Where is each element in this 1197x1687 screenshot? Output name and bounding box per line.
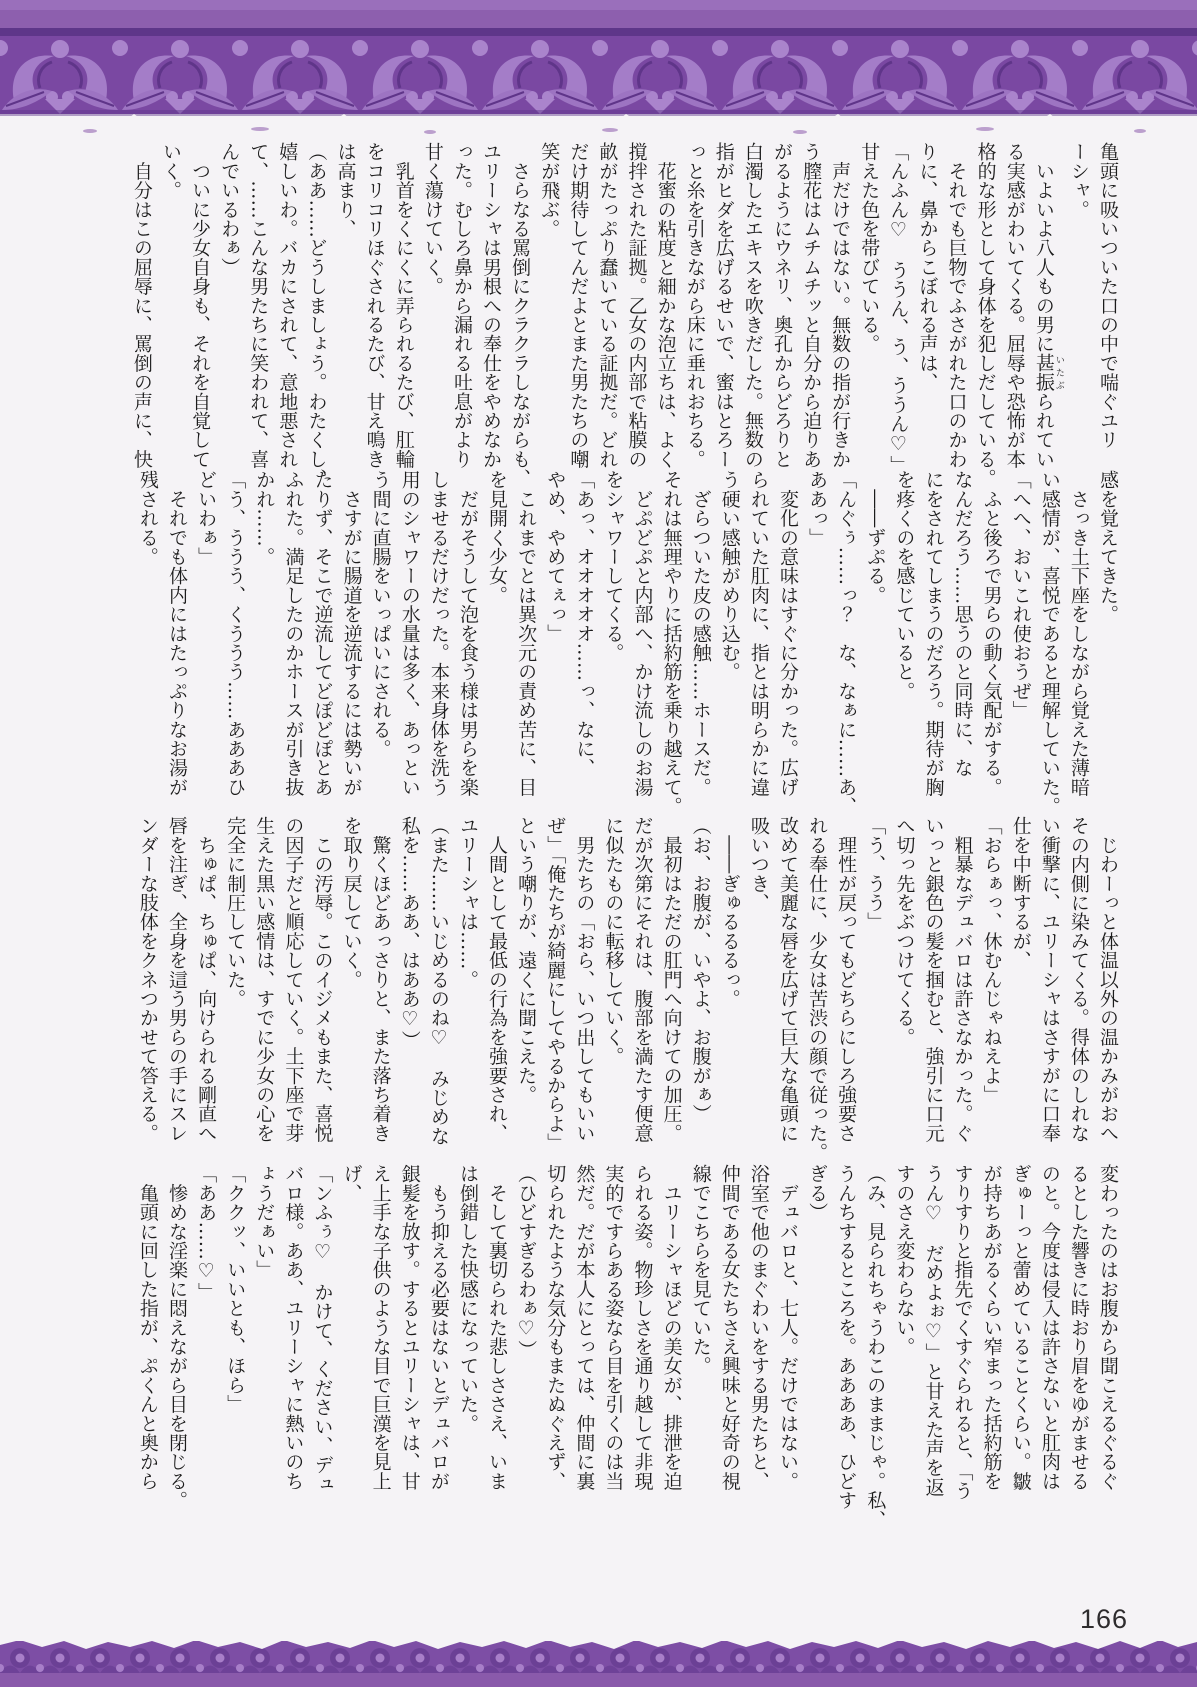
text-column: い衝撃に、ユリーシャはさすがに口奉	[1038, 816, 1061, 1143]
text-column: さっき土下座をしながら覚えた薄暗	[1067, 470, 1090, 797]
text-column: ぎる）	[806, 1164, 829, 1222]
text-column: が持ちあがるくらい窄まった括約筋を	[980, 1164, 1003, 1491]
text-column: だけ期待してんだよとまた男たちの嘲	[567, 142, 590, 469]
text-column: がるようにウネリ、奥孔からどろりと	[770, 142, 793, 469]
text-column: 嬉しいわ。バカにされて、意地悪され	[276, 142, 299, 469]
text-column: 「んぐぅ……っ？ な、なぁに……あ、	[835, 470, 858, 816]
text-column: の因子だと順応していく。土下座で芽	[282, 816, 305, 1143]
text-column: ふれた。満足したのかホースが引き抜	[282, 470, 305, 797]
text-column: 残される。	[136, 470, 159, 566]
text-column: 変化の意味はすぐに分かった。広げ	[776, 470, 799, 797]
text-column: いよいよ八人もの男に甚振 いたぶられてい	[1032, 142, 1064, 469]
text-column: 生えた黒い感情は、すでに少女の心を	[253, 816, 276, 1143]
bottom-ornamental-border	[0, 1635, 1197, 1687]
text-column: ょうだぁい」	[253, 1164, 276, 1280]
text-column: 亀頭に回した指が、ぷくんと奥から	[136, 1164, 159, 1491]
text-column: （お、お腹が、いやよ、お腹がぁ）	[689, 816, 712, 1124]
text-column: 「へへ、おいこれ使おうぜ」	[1009, 470, 1032, 720]
text-column: 格的な形として身体を犯しだしている。	[974, 142, 997, 488]
text-column: ユリーシャほどの美女が、排泄を迫	[660, 1164, 683, 1491]
text-column: そして裏切られた悲しささえ、いま	[486, 1164, 509, 1491]
text-column: 仲間である女たちさえ興味と好奇の視	[718, 1164, 741, 1491]
text-column: という嘲りが、遠くに聞こえた。	[515, 816, 538, 1104]
text-column: 撹拌された証拠。乙女の内部で粘膜の	[625, 142, 648, 469]
text-column: すりすりと指先でくすぐられると、「う	[951, 1164, 974, 1501]
text-column: ぎゅーっと蕾めていることくらい。皺	[1009, 1164, 1032, 1491]
text-column: ――ぎゅるるるっ。	[718, 816, 741, 1008]
text-column: 完全に制圧していた。	[224, 816, 247, 1008]
text-column: 「ククッ、いいとも、ほら」	[224, 1164, 247, 1414]
text-band-2	[130, 470, 1122, 816]
text-column: 「ああ……♡」	[195, 1164, 218, 1302]
text-column: これまでとは異次元の責め苦に、目	[515, 470, 538, 797]
text-column: 男たちの「おら、いつ出してもいい	[573, 816, 596, 1143]
text-column: 理性が戻ってもどちらにしろ強要さ	[835, 816, 858, 1143]
text-column: 「おらぁっ、休むんじゃねえよ」	[980, 816, 1003, 1104]
text-band-3	[130, 816, 1122, 1162]
text-column: を見開く少女。	[486, 470, 509, 605]
text-column: 甘えた色を帯びている。	[858, 142, 881, 354]
text-column: すのさえ変わらない。	[893, 1164, 916, 1356]
text-column: （ああ……どうしましょう。わたくし、	[305, 142, 328, 488]
text-column: 「う、うう」	[864, 816, 887, 932]
text-column: にをされてしまうのだろう。期待が胸	[922, 470, 945, 797]
page-number: 166	[1080, 1604, 1129, 1634]
text-column: を取り戻していく。	[340, 816, 363, 989]
text-column: のと。今度は侵入は許さないと肛肉は	[1038, 1164, 1061, 1491]
text-column: ついに少女自身も、それを自覚して	[189, 142, 212, 469]
text-column: ユリーシャは男根への奉仕をやめなか	[480, 142, 503, 469]
text-column: 乳首をくにくに弄られるたび、肛輪	[392, 142, 415, 469]
text-column: った。むしろ鼻から漏れる吐息がより	[450, 142, 473, 469]
text-column: られていた肛肉に、指とは明らかに違	[747, 470, 770, 797]
text-column: ざらついた皮の感触……ホースだ。	[689, 470, 712, 797]
text-column: デュバロと、七人。だけではない。	[776, 1164, 799, 1491]
text-column: に似たものに転移していく。	[602, 816, 625, 1066]
text-column: どぷどぷと内部へ、かけ流しのお湯	[631, 470, 654, 797]
text-column: い感情が、喜悦であると理解していた。	[1038, 470, 1061, 816]
text-column: ぜ」「俺たちが綺麗にしてやるからよ」	[544, 816, 567, 1153]
text-column: 銀髪を放す。するとユリーシャは、甘	[398, 1164, 421, 1491]
text-column: 自分はこの屈辱に、罵倒の声に、快	[130, 142, 153, 469]
text-column: 用のシャワーの水量は多く、あっとい	[398, 470, 421, 797]
text-column: 粗暴なデュバロは許さなかった。ぐ	[951, 816, 974, 1143]
text-column: 畝がたっぷり蠢いている証拠だ。どれ	[596, 142, 619, 469]
text-column: その内側に染みてくる。得体のしれな	[1067, 816, 1090, 1143]
text-column: （ひどすぎるわぁ♡）	[515, 1164, 538, 1359]
text-column: 花蜜の粘度と細かな泡立ちは、よく	[654, 142, 677, 469]
text-column: 私を……ああ、はああ♡）	[398, 816, 421, 1050]
text-column: この汚辱。このイジメもまた、喜悦	[311, 816, 334, 1143]
text-column: れる奉仕に、少女は苦渋の顔で従った。	[806, 816, 829, 1162]
text-column: 感を覚えてきた。	[1097, 470, 1119, 624]
text-column: 亀頭に吸いついた口の中で喘ぐユリ	[1097, 142, 1119, 450]
text-column: 線でこちらを見ていた。	[689, 1164, 712, 1376]
text-column: るとした響きに時おり眉をゆがませる	[1067, 1164, 1090, 1491]
text-column: て、……こんな男たちに笑われて、喜	[247, 142, 270, 469]
text-column: 甘く蕩けていく。	[421, 142, 444, 296]
text-column: それでも体内にはたっぷりなお湯が	[166, 470, 188, 797]
text-column: りに、鼻からこぼれる声は、	[916, 142, 939, 392]
text-column: 切られたような気分もまたぬぐえず、	[544, 1164, 567, 1491]
text-column: かれ……。	[253, 470, 276, 566]
text-column: いっと銀色の髪を掴むと、強引に口元	[922, 816, 945, 1143]
text-column: バロ様。ああ、ユリーシャに熱いのち	[282, 1164, 305, 1491]
text-column: んでいるわぁ）	[218, 142, 241, 277]
text-column: う膣花はムチムチッと自分から迫りあ	[800, 142, 823, 469]
text-column: 声だけではない。無数の指が行きか	[829, 142, 852, 469]
text-column: うん♡ だめよぉ♡」と甘えた声を返	[922, 1164, 945, 1497]
text-column: う硬い感触がめり込む。	[718, 470, 741, 682]
text-column: （み、見られちゃうわこのままじゃ。私、	[864, 1164, 887, 1529]
text-column: は倒錯した快感になっていた。	[456, 1164, 479, 1433]
text-column: う間に直腸をいっぱいにされる。	[369, 470, 392, 758]
text-column: もう抑える必要はないとデュバロが	[427, 1164, 450, 1491]
text-column: は高まり、	[334, 142, 357, 238]
text-column: 指がヒダを広げるせいで、蜜はとろー	[712, 142, 735, 469]
text-column: られる姿。物珍しさを通り越して非現	[631, 1164, 654, 1491]
text-column: 「んふん♡ ううん、う、ううん♡」	[887, 142, 910, 475]
text-column: をコリコリほぐされるたび、甘え鳴き	[363, 142, 386, 469]
text-column: ふと後ろで男らの動く気配がする。	[980, 470, 1003, 797]
text-column: 「う、ううう、くううう……あああひ	[224, 470, 247, 797]
text-column: うんちするところを。ああああ、ひどす	[835, 1164, 858, 1510]
text-column: いく。	[160, 142, 182, 200]
top-ornamental-border	[0, 0, 1197, 140]
text-column: 唇を注ぎ、全身を這う男らの手にスレ	[166, 816, 188, 1143]
text-column: たりず、そこで逆流してどぽどぽとあ	[311, 470, 334, 797]
text-column: （また……いじめるのね♡ みじめな	[427, 816, 450, 1146]
text-column: なんだろう……思うのと同時に、な	[951, 470, 974, 778]
text-column: 浴室で他のまぐわいをする男たちと、	[747, 1164, 770, 1491]
text-column: 笑が飛ぶ。	[538, 142, 561, 238]
text-column: ――ずぷる。	[864, 470, 887, 605]
text-column: をシャワーしてくる。	[602, 470, 625, 662]
text-band-1	[130, 142, 1122, 488]
text-column: 最初はただの肛門へ向けての加圧。	[660, 816, 683, 1143]
text-column: 吸いつき、	[747, 816, 770, 912]
text-column: それでも巨物でふさがれた口のかわ	[945, 142, 968, 469]
text-column: 「ンふぅ♡ かけて、ください、デュ	[311, 1164, 334, 1494]
text-column: っと糸を引きながら床に垂れおちる。	[683, 142, 706, 469]
text-column: やめ、やめてぇっ」	[544, 470, 567, 643]
text-column: ユリーシャは……。	[456, 816, 479, 989]
text-column: だが次第にそれは、腹部を満たす便意	[631, 816, 654, 1143]
text-column: 実的ですらある姿なら目を引くのは当	[602, 1164, 625, 1491]
text-column: どいわぁ」	[195, 470, 218, 566]
text-column: へ切っ先をぶつけてくる。	[893, 816, 916, 1047]
text-column: 改めて美麗な唇を広げて巨大な亀頭に	[776, 816, 799, 1143]
text-column: ンダーな肢体をクネつかせて答える。	[136, 816, 159, 1143]
text-column: え上手な子供のような目で巨漢を見上	[369, 1164, 392, 1491]
text-column: さらなる罵倒にクラクラしながらも、	[509, 142, 532, 488]
text-column: 然だ。だが本人にとっては、仲間に裏	[573, 1164, 596, 1491]
text-column: を疼くのを感じていると。	[893, 470, 916, 701]
text-column: る実感がわいてくる。屈辱や恐怖が本	[1003, 142, 1026, 469]
text-column: だがそうして泡を食う様は男らを楽	[456, 470, 479, 797]
text-band-4	[130, 1164, 1122, 1529]
text-column: 白濁したエキスを吹きだした。無数の	[741, 142, 764, 469]
text-column: 変わったのはお腹から聞こえるぐるぐ	[1097, 1164, 1119, 1491]
text-column: ーシャ。	[1067, 142, 1090, 219]
text-column: さすがに腸道を逆流するには勢いが	[340, 470, 363, 797]
text-column: ああっ」	[806, 470, 829, 547]
text-column: それは無理やりに括約筋を乗り越えて。	[660, 470, 683, 816]
text-column: げ、	[340, 1164, 363, 1203]
text-column: じわーっと体温以外の温かみがおへ	[1097, 816, 1119, 1143]
text-column: 驚くほどあっさりと、また落ち着き	[369, 816, 392, 1143]
text-column: 仕を中断するが、	[1009, 816, 1032, 970]
text-column: ちゅぱ、ちゅぱ、向けられる剛直へ	[195, 816, 218, 1143]
text-column: 惨めな淫楽に悶えながら目を閉じる。	[166, 1164, 188, 1510]
text-column: しませるだけだった。本来身体を洗う	[427, 470, 450, 797]
text-column: 「あっ、オオオオオ……っ、なに、	[573, 470, 596, 778]
text-column: 人間として最低の行為を強要され、	[486, 816, 509, 1143]
